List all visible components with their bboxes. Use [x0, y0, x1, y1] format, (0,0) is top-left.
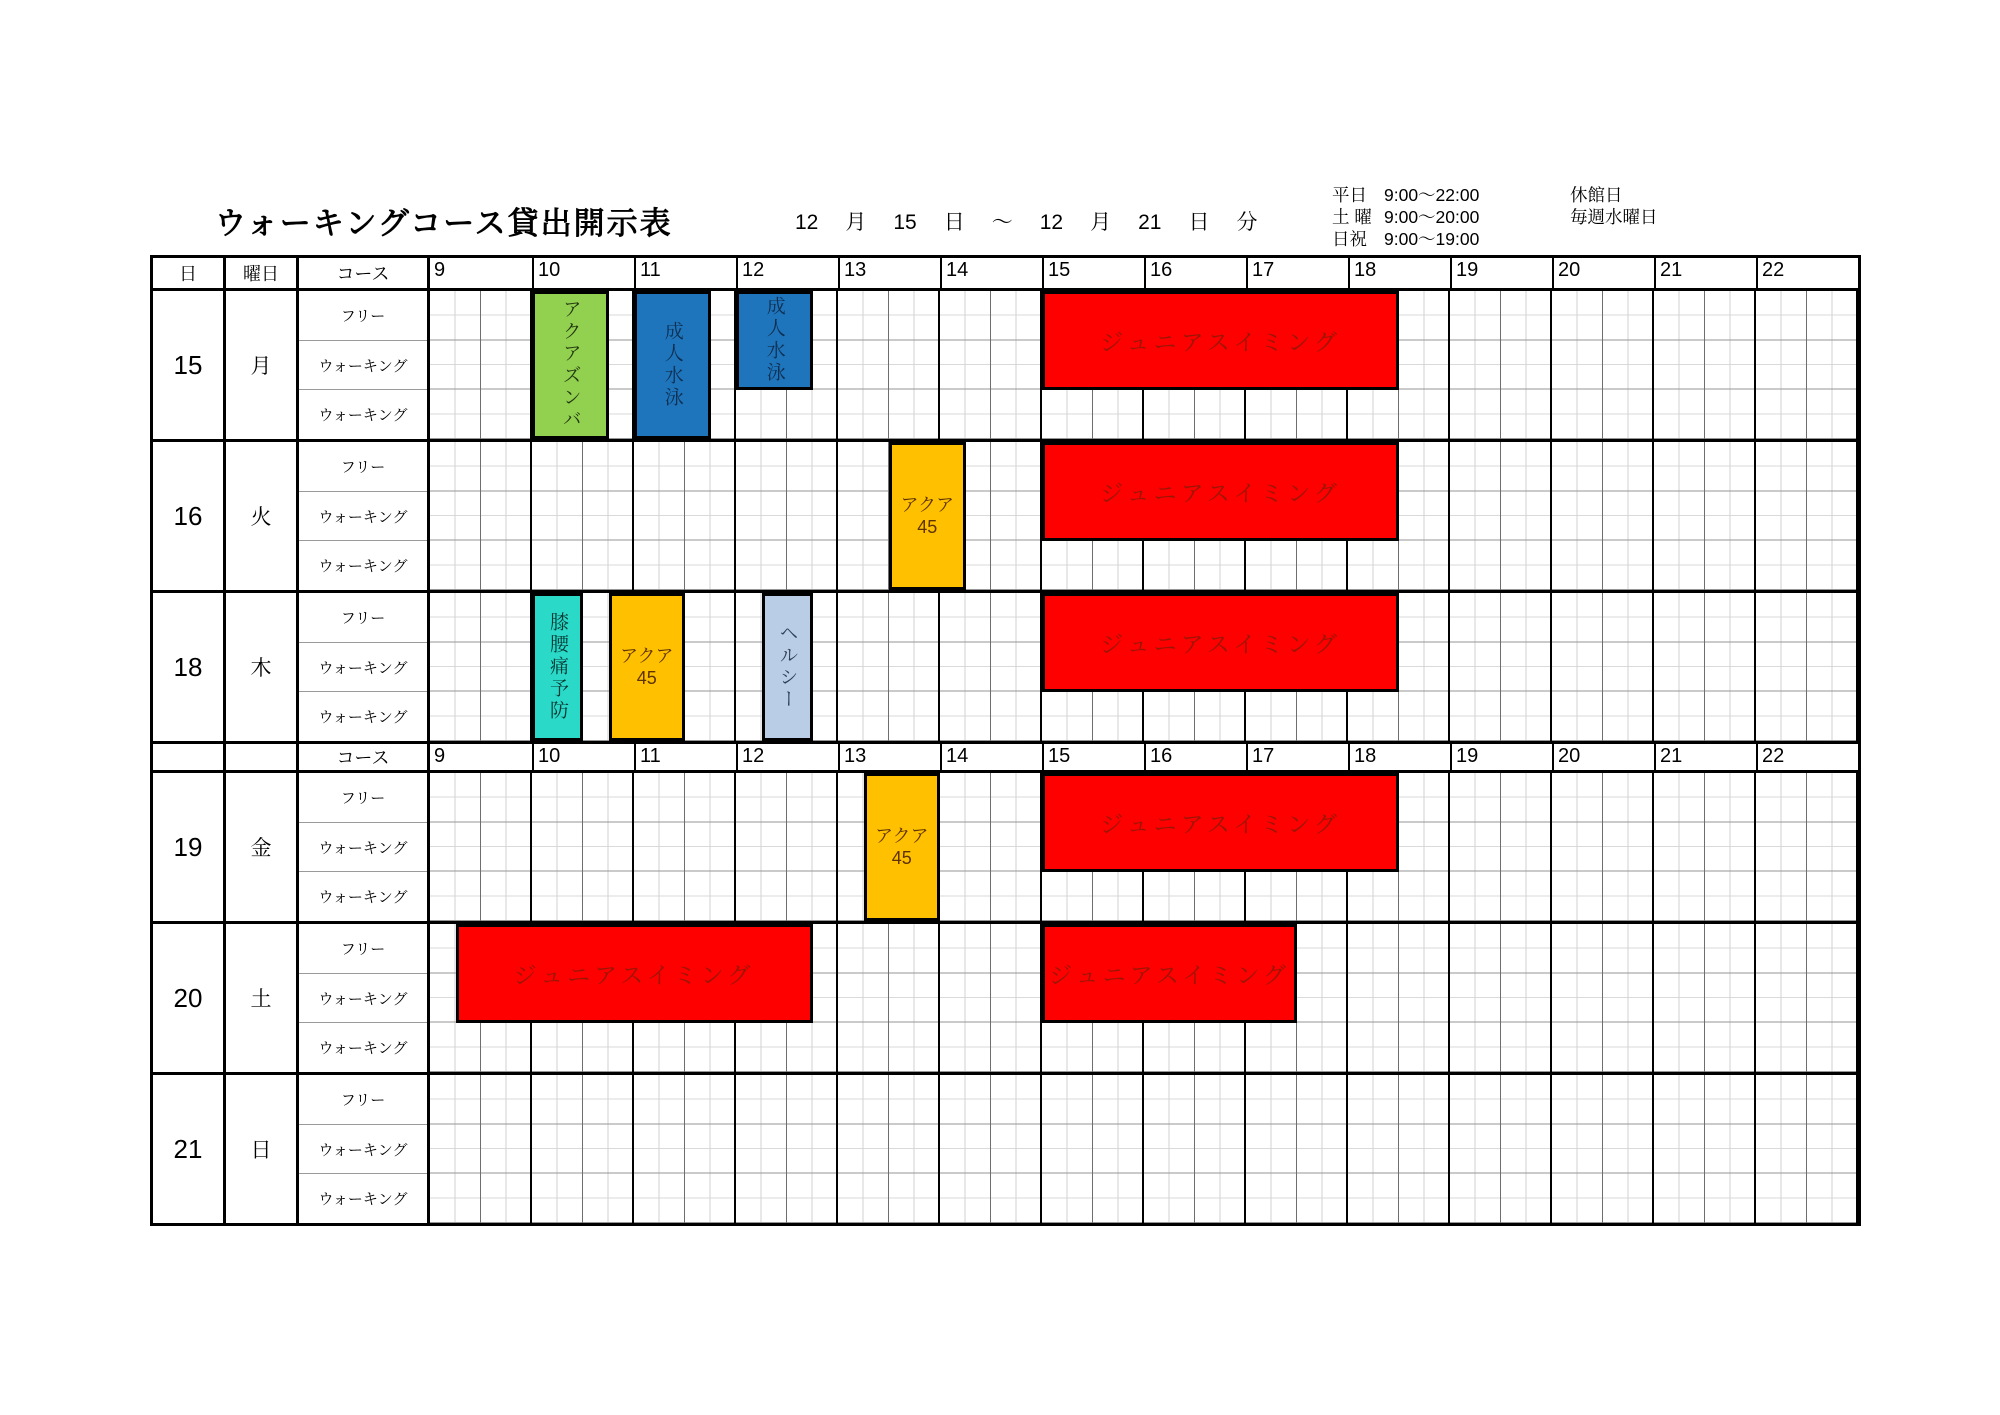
period-token: 12 [1039, 211, 1064, 234]
hour-label: 11 [634, 744, 736, 770]
event-block [864, 773, 941, 921]
day-band-15 [153, 291, 1858, 442]
course-label: フリー [299, 773, 427, 823]
event-block [1042, 291, 1399, 390]
course-label: フリー [299, 291, 427, 341]
course-label: ウォーキング [299, 492, 427, 542]
day-cell: 19 [153, 773, 226, 921]
hours-info-line [1332, 228, 1658, 250]
day-cell: 18 [153, 593, 226, 741]
header-time-labels [430, 258, 1858, 288]
course-label: フリー [299, 593, 427, 643]
hour-label: 13 [838, 744, 940, 770]
hour-label: 17 [1246, 258, 1348, 288]
day-cell: 15 [153, 291, 226, 439]
course-label: ウォーキング [318, 1040, 408, 1058]
hours-info-label: 土 曜 [1332, 207, 1372, 227]
period-token: 15 [893, 211, 917, 234]
weekday-cell: 火 [226, 442, 299, 590]
event-block [532, 291, 609, 439]
hours-info-note: 毎週水曜日 [1570, 207, 1658, 227]
event-block [889, 442, 966, 590]
hour-label: 17 [1246, 744, 1348, 770]
hour-label: 10 [532, 744, 634, 770]
hours-info-time: 9:00～22:00 [1384, 185, 1480, 205]
course-label: ウォーキング [318, 1191, 408, 1209]
event-label-line: 45 [636, 668, 657, 688]
hour-label: 9 [434, 745, 446, 767]
event-label: ジュニアスイミング [1100, 479, 1341, 506]
period-token: 月 [845, 211, 867, 234]
event-block [1042, 593, 1399, 692]
course-label: ウォーキング [299, 823, 427, 873]
hours-info-label: 日祝 [1332, 229, 1367, 249]
page-title: ウォーキングコース貸出開示表 [215, 206, 673, 241]
period-token: 日 [1188, 211, 1210, 234]
time-grid [430, 593, 1858, 741]
event-label: ジュニアスイミング [513, 961, 755, 988]
day-band-20 [153, 924, 1858, 1075]
course-column [299, 924, 430, 1072]
hour-label: 13 [838, 258, 940, 288]
day-cell: 16 [153, 442, 226, 590]
course-label: ウォーキング [299, 341, 427, 391]
schedule-table [150, 255, 1861, 1226]
event-block [736, 291, 813, 390]
period-token: 21 [1138, 211, 1162, 234]
header-weekday-cell: 曜日 [226, 258, 299, 288]
hour-label: 16 [1144, 258, 1246, 288]
course-label: ウォーキング [318, 407, 408, 425]
hours-info-line [1332, 184, 1658, 206]
hour-label: 18 [1348, 258, 1450, 288]
course-column [299, 442, 430, 590]
time-grid [430, 924, 1858, 1072]
event-block [1042, 924, 1297, 1023]
event-label [901, 494, 954, 539]
hour-label: 10 [532, 258, 634, 288]
time-grid [430, 291, 1858, 439]
hour-label: 21 [1654, 258, 1756, 288]
weekday-cell: 日 [226, 1075, 299, 1223]
event-label: ジュニアスイミング [1100, 810, 1341, 837]
course-column [299, 773, 430, 921]
course-label: ウォーキング [318, 709, 408, 727]
hour-label: 15 [1042, 744, 1144, 770]
header-course-cell: コース [299, 258, 430, 288]
day-band-18 [153, 593, 1858, 744]
hours-info-label: 平日 [1332, 185, 1367, 205]
event-block [762, 593, 813, 741]
day-band-16 [153, 442, 1858, 593]
event-label-line: 45 [891, 848, 912, 868]
weekday-cell: 月 [226, 291, 299, 439]
course-label: ウォーキング [318, 558, 408, 576]
header-day-cell [153, 744, 226, 770]
weekday-cell: 金 [226, 773, 299, 921]
event-label-line: アクア [900, 494, 954, 515]
hours-info-time: 9:00～19:00 [1384, 229, 1480, 249]
hour-label: 14 [940, 744, 1042, 770]
event-label [875, 825, 928, 870]
header-course-cell: コース [299, 744, 430, 770]
hour-label: 12 [736, 744, 838, 770]
hour-label: 11 [634, 258, 736, 288]
event-label: ジュニアスイミング [1100, 328, 1341, 355]
event-block [1042, 442, 1399, 541]
header-row [153, 258, 1858, 291]
course-column [299, 593, 430, 741]
time-grid [430, 773, 1858, 921]
hours-info-note: 休館日 [1570, 185, 1623, 205]
hour-label: 16 [1144, 744, 1246, 770]
period-token: ～ [991, 211, 1013, 234]
hour-label: 19 [1450, 744, 1552, 770]
period-token: 月 [1090, 211, 1112, 234]
event-block [634, 291, 711, 439]
course-label: フリー [299, 442, 427, 492]
hour-label: 9 [434, 259, 446, 281]
hour-label: 18 [1348, 744, 1450, 770]
event-label: ジュニアスイミング [1100, 630, 1341, 657]
event-label-line: アクア [875, 825, 929, 846]
hour-label: 14 [940, 258, 1042, 288]
course-label: ウォーキング [318, 889, 408, 907]
hours-info-time: 9:00～20:00 [1384, 207, 1480, 227]
event-block [456, 924, 813, 1023]
hour-label: 12 [736, 258, 838, 288]
hour-label: 20 [1552, 744, 1654, 770]
hours-info-line [1332, 206, 1658, 228]
day-band-19 [153, 773, 1858, 924]
hour-label: 21 [1654, 744, 1756, 770]
course-label: フリー [299, 1075, 427, 1125]
event-label: 成人水泳 [661, 321, 683, 409]
event-label: 成人水泳 [763, 296, 785, 385]
period-token: 12 [795, 211, 819, 234]
day-cell: 20 [153, 924, 226, 1072]
period-token: 日 [943, 211, 965, 234]
event-label: ヘルシー [776, 623, 798, 711]
hour-label: 22 [1756, 744, 1858, 770]
weekday-cell: 木 [226, 593, 299, 741]
header-row [153, 744, 1858, 773]
period-token: 分 [1236, 211, 1258, 234]
day-band-21 [153, 1075, 1858, 1223]
course-label: ウォーキング [299, 643, 427, 693]
event-label-line: アクア [620, 645, 674, 666]
event-block [609, 593, 686, 741]
opening-hours-info [1332, 184, 1658, 250]
event-block [1042, 773, 1399, 872]
header-time-labels [430, 744, 1858, 770]
course-column [299, 1075, 430, 1223]
header-day-cell: 日 [153, 258, 226, 288]
course-column [299, 291, 430, 439]
header-weekday-cell [226, 744, 299, 770]
event-label: アクアズンバ [559, 299, 581, 431]
time-grid [430, 1075, 1858, 1223]
hour-label: 19 [1450, 258, 1552, 288]
day-cell: 21 [153, 1075, 226, 1223]
event-label: ジュニアスイミング [1049, 961, 1290, 988]
event-block [532, 593, 583, 741]
weekday-cell: 土 [226, 924, 299, 1072]
hour-label: 15 [1042, 258, 1144, 288]
event-label [620, 645, 673, 690]
hour-label: 22 [1756, 258, 1858, 288]
course-label: ウォーキング [299, 974, 427, 1024]
event-label-line: 45 [917, 517, 938, 537]
course-label: ウォーキング [299, 1125, 427, 1175]
time-grid [430, 442, 1858, 590]
course-label: フリー [299, 924, 427, 974]
period-range [795, 206, 1257, 236]
event-label: 膝腰痛予防 [547, 612, 568, 722]
hour-label: 20 [1552, 258, 1654, 288]
